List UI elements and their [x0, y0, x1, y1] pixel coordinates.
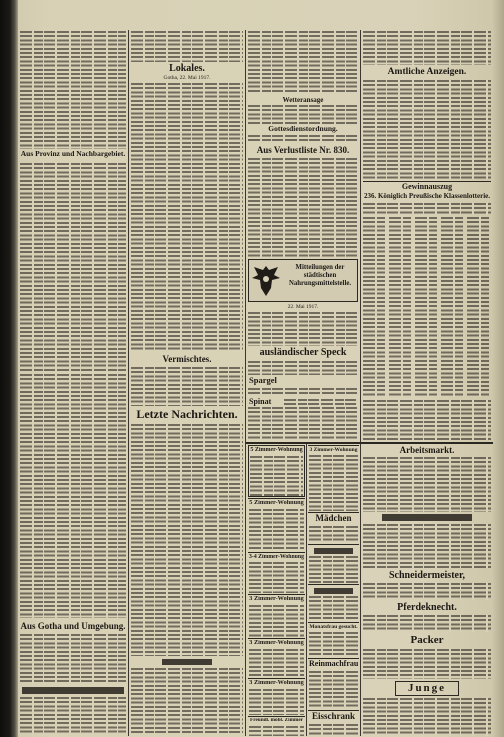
column-rule: [306, 444, 307, 736]
ad-text: [249, 689, 304, 715]
text-block: [20, 697, 126, 735]
text-block: [248, 388, 358, 396]
text-block: [248, 105, 358, 124]
section-heading-lokales: Lokales.: [169, 63, 205, 74]
text-block: [131, 31, 243, 62]
classified-ad: [308, 445, 359, 511]
ad-title: 3 Zimmer-Wohnung: [309, 447, 358, 453]
section-heading-verlustliste: Aus Verlustliste Nr. 830.: [256, 145, 350, 155]
column-rule: [128, 30, 129, 736]
ad-title: Eisschrank: [311, 712, 355, 721]
text-block: [248, 312, 358, 346]
text-block: [363, 649, 491, 679]
column-rule: [360, 30, 361, 736]
classified-ad: [308, 658, 359, 709]
text-block: [363, 615, 491, 632]
ad-title: Reinmachfrau: [309, 660, 358, 668]
text-block: [363, 31, 491, 65]
number-column: [441, 217, 463, 397]
illegible-heading: [22, 687, 124, 694]
ad-title: Monatsfrau gesucht.: [309, 624, 358, 630]
ad-title: Pferdeknecht.: [397, 602, 457, 613]
ad-title: 3 Zimmer-Wohnung: [249, 680, 304, 686]
notice-heading-spargel: Spargel: [249, 376, 277, 385]
section-rule: [246, 442, 493, 444]
text-block: [248, 361, 358, 375]
illegible-ad-title: [314, 548, 353, 554]
dateline: Gotha, 22. Mai 1917.: [163, 75, 211, 81]
ad-text: [250, 456, 303, 496]
ad-text: [309, 671, 358, 709]
ad-text: [309, 526, 358, 543]
section-heading: Aus Gotha und Umgebung.: [20, 621, 126, 631]
column-rule: [245, 30, 246, 736]
text-block: [363, 203, 491, 215]
section-heading-letzte-nachrichten: Letzte Nachrichten.: [136, 408, 238, 421]
lottery-title: 236. Königlich Preußische Klassenlotterie.: [363, 192, 491, 200]
ad-text: [249, 509, 304, 551]
classified-ad: [308, 584, 359, 621]
classified-ad: [308, 622, 359, 657]
ad-title: 5 Zimmer-Wohnung: [249, 500, 304, 506]
ad-title: Junge: [395, 681, 459, 696]
ad-title: Freundl. möbl. Zimmer: [250, 718, 303, 723]
section-heading: Gottesdienstordnung.: [268, 125, 338, 133]
notice-heading-spinat: Spinat: [249, 397, 272, 406]
text-block: [20, 634, 126, 684]
text-block: [248, 135, 358, 143]
classified-ad: [248, 498, 305, 551]
ad-text: [309, 556, 358, 583]
text-block: [131, 367, 243, 406]
notice-date: 22. Mai 1917.: [287, 304, 319, 310]
classified-ad: [308, 710, 359, 736]
text-block: [20, 31, 126, 149]
ad-title: 3 Zimmer-Wohnung: [249, 596, 304, 602]
section-heading: Aus Provinz und Nachbargebiet.: [20, 150, 126, 158]
section-heading-vermischtes: Vermischtes.: [162, 354, 212, 364]
ad-text: [249, 562, 304, 593]
ad-title: 3-4 Zimmer-Wohnung: [249, 554, 304, 560]
classified-ad: [248, 594, 305, 637]
text-block: [131, 83, 243, 352]
classified-ad: [308, 512, 359, 543]
ad-title: Packer: [410, 634, 444, 646]
number-column: [415, 217, 437, 397]
classified-ad: [308, 544, 359, 583]
number-column: [467, 217, 489, 397]
text-block: [131, 424, 243, 656]
lottery-heading: Gewinnauszug: [363, 181, 491, 191]
ad-title: 5 Zimmer-Wohnung: [250, 447, 303, 453]
ad-text: [249, 726, 304, 736]
illegible-ad-title: [314, 588, 353, 594]
text-block: [131, 668, 243, 735]
section-heading-amtliche-anzeigen: Amtliche Anzeigen.: [387, 67, 467, 77]
ad-title: Mädchen: [315, 514, 352, 523]
classified-ad: [248, 716, 305, 736]
illegible-heading: [382, 514, 472, 521]
classified-ad: [248, 445, 305, 497]
notice-box: [248, 259, 358, 302]
text-block: [363, 524, 491, 568]
classified-ad: [248, 552, 305, 593]
number-column: [363, 217, 385, 397]
lottery-number-table: [363, 217, 491, 397]
ad-text: [249, 605, 304, 637]
notice-heading-speck: ausländischer Speck: [259, 347, 347, 358]
ad-title: Schneidermeister,: [388, 570, 465, 581]
classified-ad: [248, 638, 305, 677]
binding-shadow: [0, 0, 18, 737]
section-heading-arbeitsmarkt: Arbeitsmarkt.: [399, 445, 455, 455]
ad-text: [309, 632, 358, 657]
ad-text: [249, 649, 304, 677]
city-arms-icon: [251, 264, 281, 298]
notice-title: Mitteilungen der städtischen Nahrungsmittelstelle.: [288, 264, 352, 288]
text-block: [248, 31, 358, 94]
text-block: [248, 158, 358, 257]
ad-text: [309, 596, 358, 621]
section-heading: Wetteransage: [282, 96, 324, 104]
text-block: [20, 374, 126, 618]
number-column: [389, 217, 411, 397]
text-block: [363, 457, 491, 512]
page-edge: [492, 0, 504, 737]
text-block: [284, 399, 358, 405]
text-block: [363, 698, 491, 736]
ad-text: [309, 724, 358, 736]
text-block: [363, 80, 491, 179]
text-block: [20, 163, 126, 371]
ad-title: 3 Zimmer-Wohnung: [249, 640, 304, 646]
ad-text: [309, 455, 358, 511]
illegible-heading: [162, 659, 212, 665]
classified-ad: [248, 678, 305, 715]
text-block: [363, 400, 491, 440]
text-block: [248, 407, 358, 440]
text-block: [363, 583, 491, 600]
